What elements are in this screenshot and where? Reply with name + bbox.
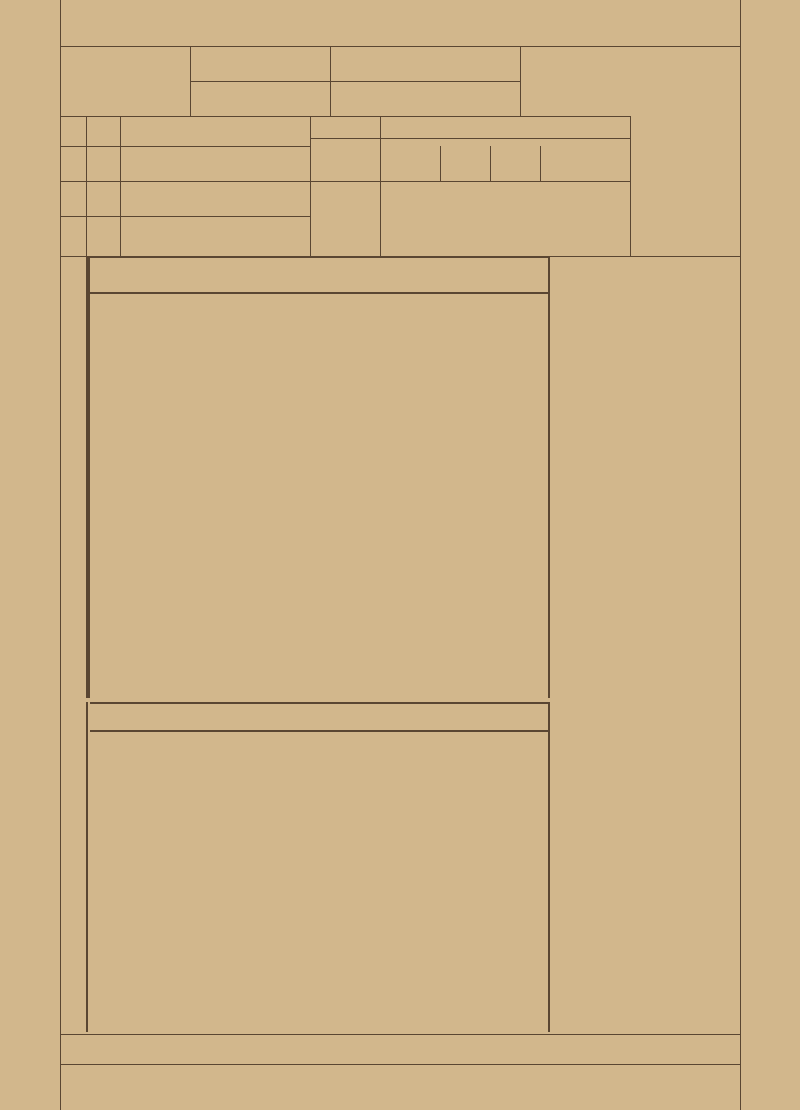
pozor-note [14,40,48,1040]
top-marker-strip [60,0,740,47]
right-marker-strip [740,0,800,1110]
bottom-marker-strip [60,1064,740,1110]
form-body [60,46,740,1064]
left-margin [0,0,61,1110]
